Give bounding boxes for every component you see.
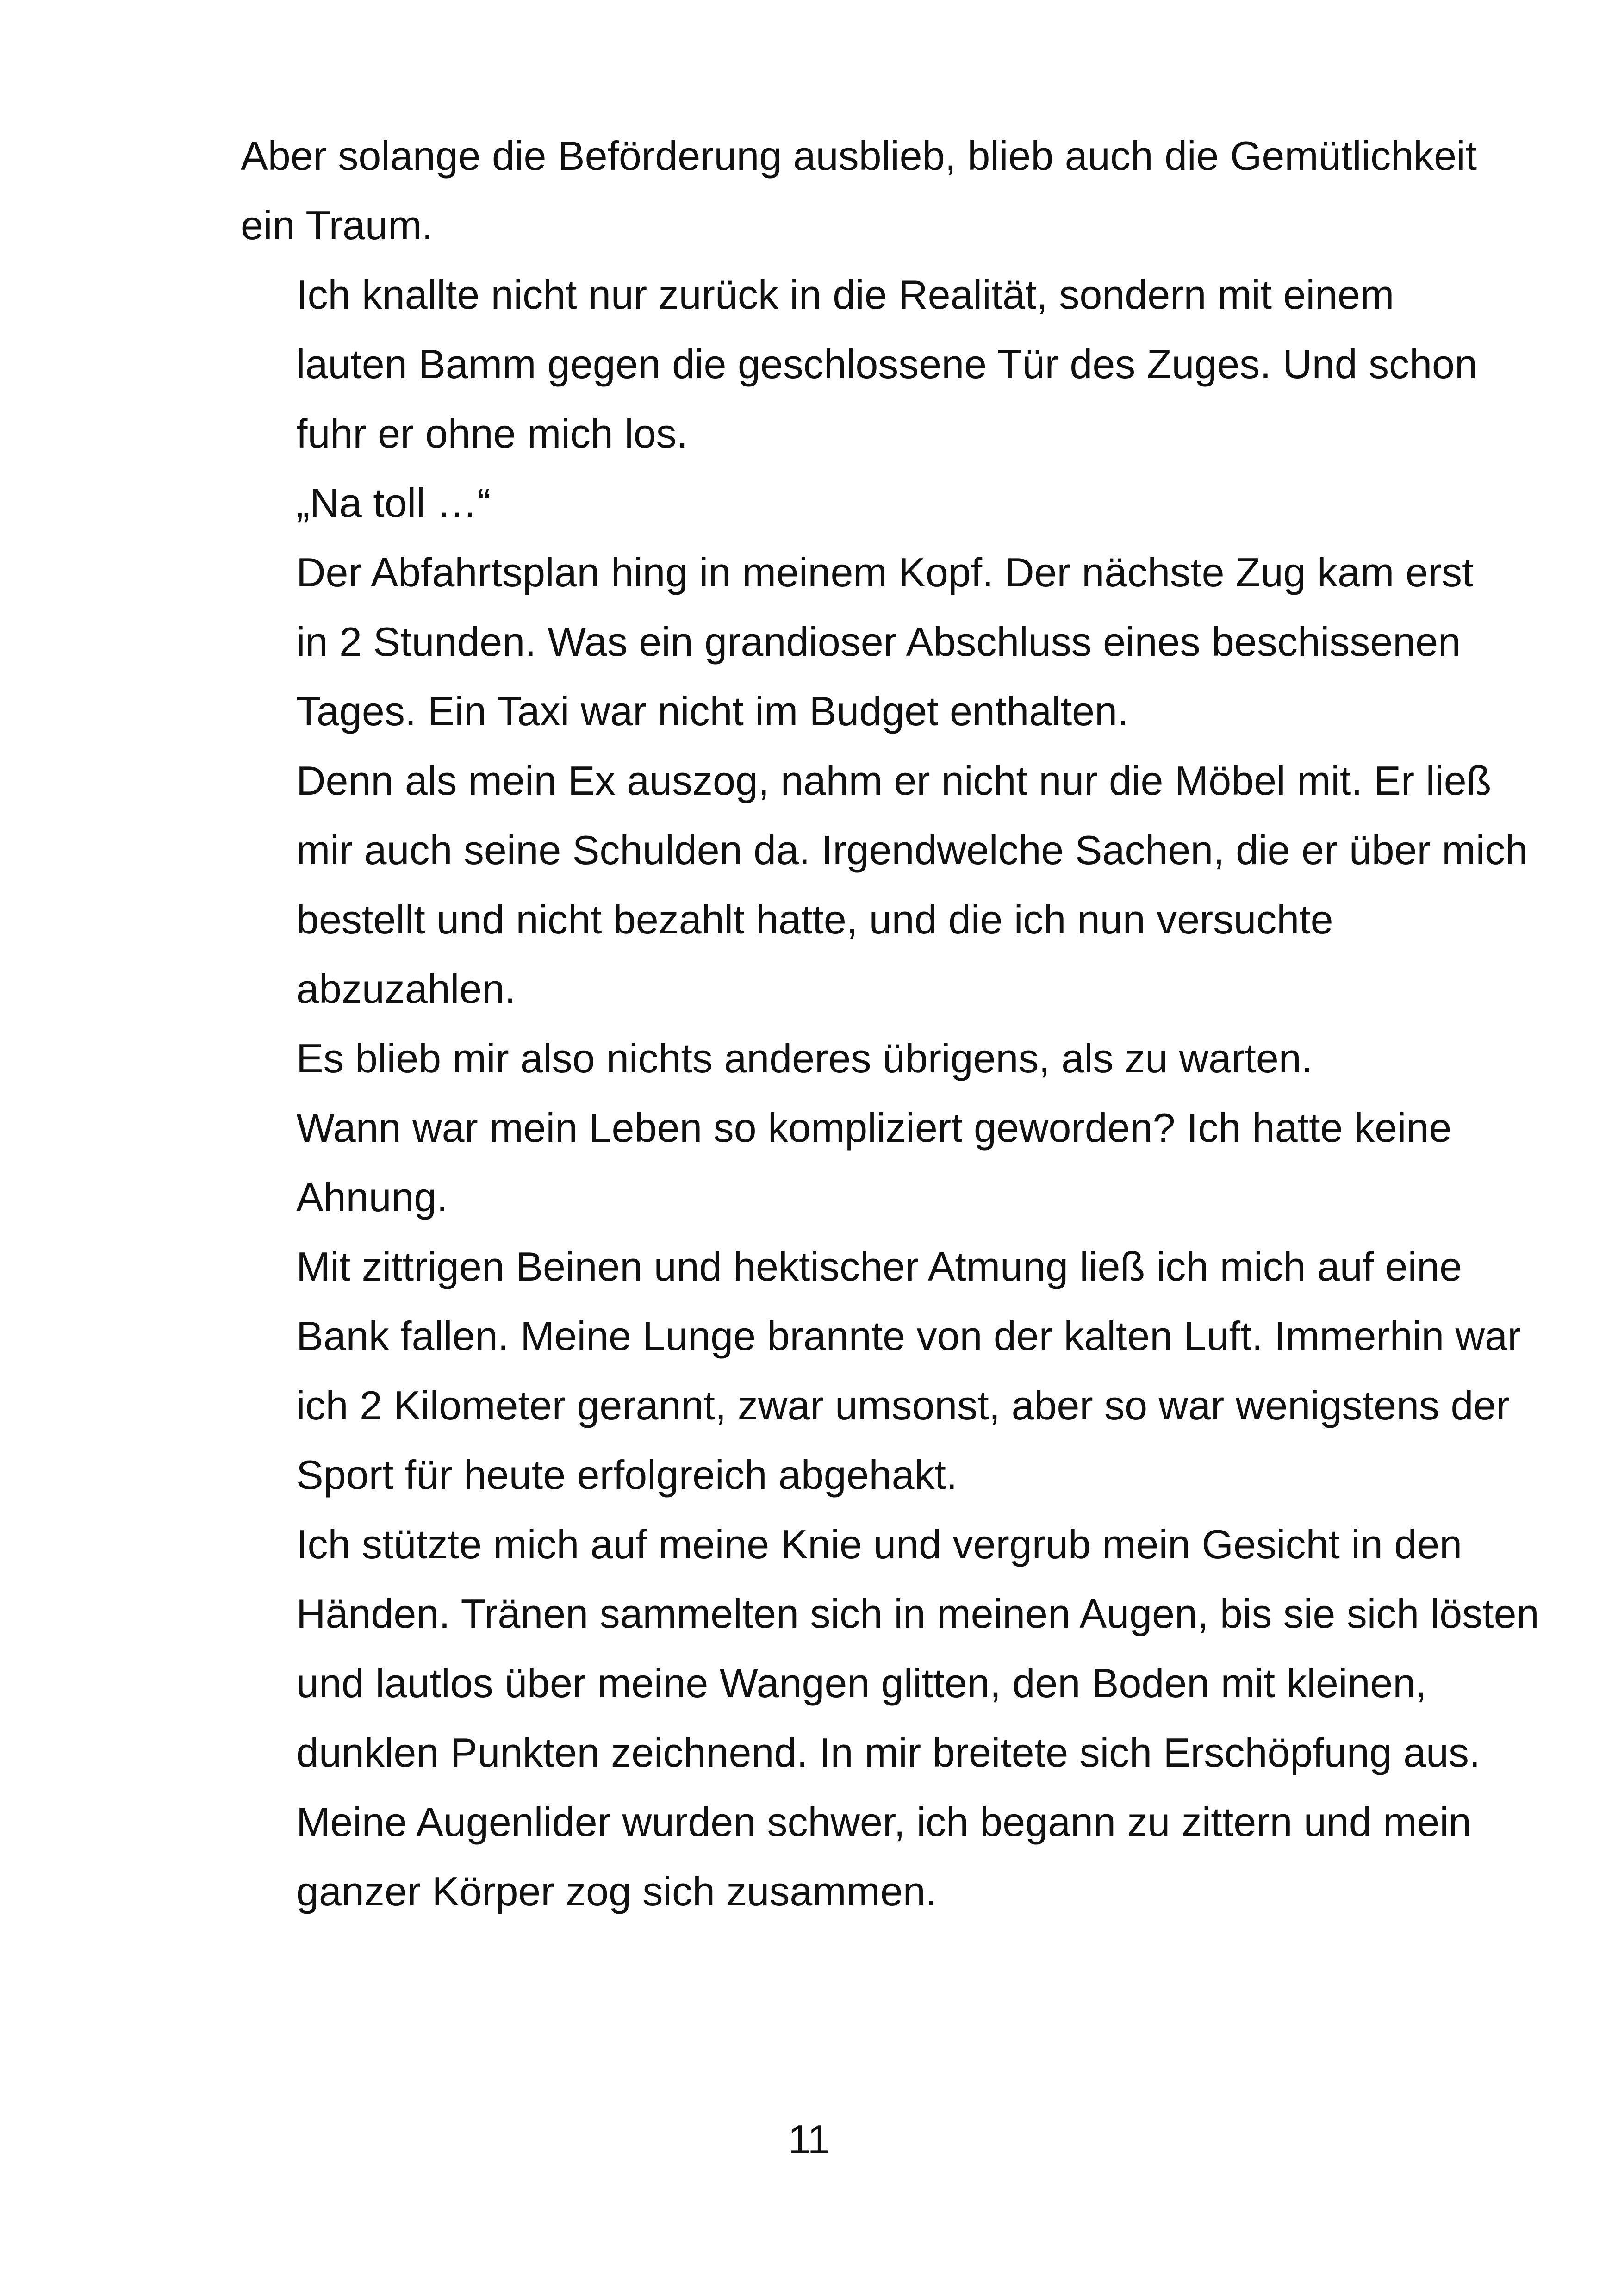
- paragraph-4: [241, 538, 1553, 746]
- text-line: Es blieb mir also nichts anderes übrigens, als zu warten.: [296, 1035, 1313, 1081]
- paragraph-1: [241, 121, 1553, 260]
- text-line: mir auch seine Schulden da. Irgendwelche Sachen, die er über mich: [296, 827, 1528, 873]
- text-line: Der Abfahrtsplan hing in meinem Kopf. Der nächste Zug kam erst: [296, 549, 1474, 595]
- body-text: [241, 121, 1553, 1926]
- text-line: Sport für heute erfolgreich abgehakt.: [296, 1452, 958, 1498]
- text-line: Ich stützte mich auf meine Knie und vergrub mein Gesicht in den: [296, 1521, 1462, 1567]
- text-line: Meine Augenlider wurden schwer, ich begann zu zittern und mein: [296, 1799, 1471, 1845]
- text-line: fuhr er ohne mich los.: [296, 411, 688, 456]
- text-line: bestellt und nicht bezahlt hatte, und die ich nun versuchte: [296, 896, 1333, 942]
- page-number: 11: [788, 2116, 830, 2162]
- text-line: lauten Bamm gegen die geschlossene Tür des Zuges. Und schon: [296, 341, 1477, 387]
- text-line: Wann war mein Leben so kompliziert geworden? Ich hatte keine: [296, 1105, 1452, 1151]
- paragraph-3: [241, 468, 1553, 538]
- paragraph-2: [241, 260, 1553, 468]
- paragraph-7: [241, 1093, 1553, 1232]
- text-line: Aber solange die Beförderung ausblieb, blieb auch die Gemütlichkeit: [241, 133, 1477, 179]
- text-line: abzuzahlen.: [296, 966, 516, 1012]
- paragraph-8: [241, 1232, 1553, 1510]
- text-line: dunklen Punkten zeichnend. In mir breitete sich Erschöpfung aus.: [296, 1730, 1481, 1775]
- text-line: Händen. Tränen sammelten sich in meinen Augen, bis sie sich lösten: [296, 1591, 1539, 1636]
- paragraph-5: [241, 746, 1553, 1024]
- text-line: ich 2 Kilometer gerannt, zwar umsonst, aber so war wenigstens der: [296, 1382, 1510, 1428]
- text-line: Ich knallte nicht nur zurück in die Realität, sondern mit einem: [296, 272, 1394, 317]
- text-line: Ahnung.: [296, 1174, 448, 1220]
- paragraph-9: [241, 1510, 1553, 1926]
- text-line: Tages. Ein Taxi war nicht im Budget enthalten.: [296, 688, 1129, 734]
- text-line: Mit zittrigen Beinen und hektischer Atmung ließ ich mich auf eine: [296, 1244, 1462, 1289]
- text-line: und lautlos über meine Wangen glitten, den Boden mit kleinen,: [296, 1660, 1427, 1706]
- text-line: Denn als mein Ex auszog, nahm er nicht nur die Möbel mit. Er ließ: [296, 758, 1492, 803]
- paragraph-6: [241, 1024, 1553, 1093]
- text-line: „Na toll …“: [296, 480, 491, 526]
- text-line: ein Traum.: [241, 202, 433, 248]
- text-line: Bank fallen. Meine Lunge brannte von der kalten Luft. Immerhin war: [296, 1313, 1521, 1359]
- text-line: ganzer Körper zog sich zusammen.: [296, 1868, 937, 1914]
- text-line: in 2 Stunden. Was ein grandioser Abschluss eines beschissenen: [296, 619, 1461, 665]
